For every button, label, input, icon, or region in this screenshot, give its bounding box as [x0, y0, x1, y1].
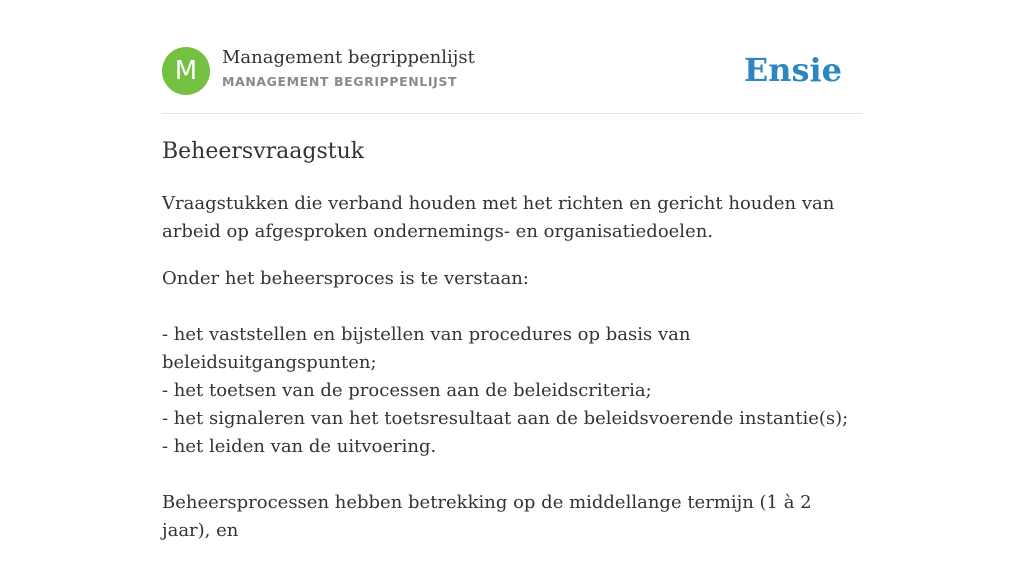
glossary-subtitle: MANAGEMENT BEGRIPPENLIJST [222, 74, 458, 89]
entry-body [162, 190, 862, 564]
entry-container [162, 0, 862, 541]
glossary-title-link[interactable]: Management begrippenlijst [222, 47, 475, 68]
ensie-logo[interactable]: Ensie [743, 51, 842, 89]
term-title: Beheersvraagstuk [162, 139, 365, 164]
glossary-avatar[interactable]: M [162, 47, 210, 95]
glossary-info [222, 46, 475, 92]
details-paragraph: Onder het beheersproces is te verstaan: - het vaststellen en bijstellen van procedures op basis van beleidsuitgangspunten; - het toetsen van de processen aan de beleidscriteria; - het signaleren van het toetsresultaat aan de beleidsvoerende instantie(s); - het leiden van de uitvoering. Beheersprocessen hebben betrekking op de middellange termijn (1 à 2 jaar), en [162, 268, 849, 541]
header [162, 0, 862, 114]
definition-paragraph: Vraagstukken die verband houden met het richten en gericht houden van arbeid op afgesproken ondernemings- en organisatiedoelen. [162, 193, 835, 242]
